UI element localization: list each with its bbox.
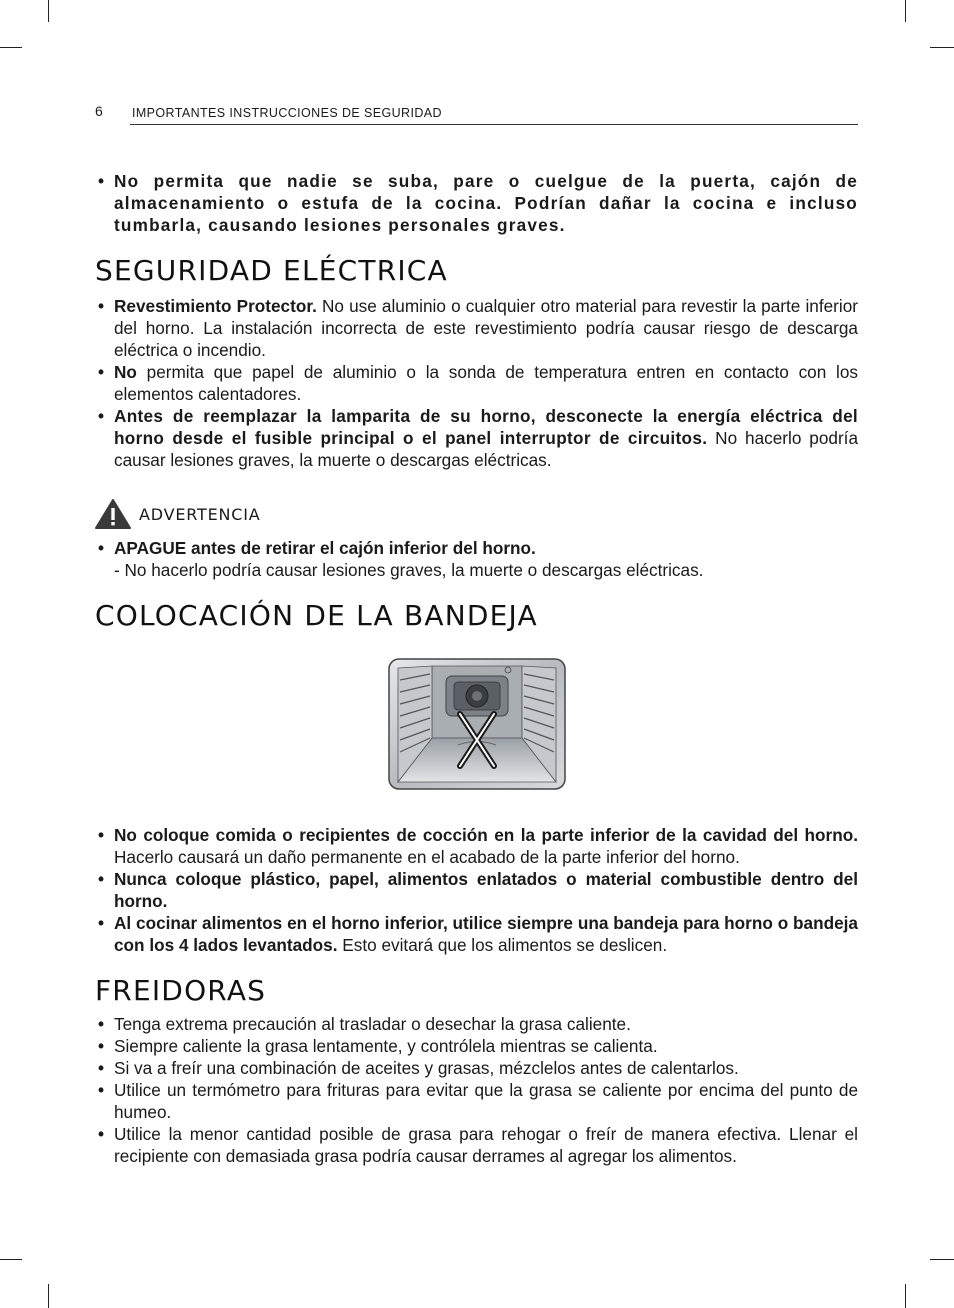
tray-item: • Nunca coloque plástico, papel, alimentos enlatados o material combustible dentro del horno. [95,868,858,912]
crop-mark [930,1259,954,1260]
tray-item: • Al cocinar alimentos en el horno inferior, utilice siempre una bandeja para horno o bandeja con los 4 lados levantados. Esto evitará que los alimentos se deslicen. [95,912,858,956]
fryer-item: • Siempre caliente la grasa lentamente, y contrólela mientras se calienta. [95,1035,858,1057]
warning-banner [95,497,858,531]
oven-cavity-illustration [388,658,566,790]
warning-label: ADVERTENCIA [139,504,261,524]
crop-mark [0,47,22,48]
warning-sub-item: - No hacerlo podría causar lesiones graves, la muerte o descargas eléctricas. [114,560,704,580]
crop-mark [48,1284,49,1308]
oven-figure [95,658,858,790]
electrical-item: • No permita que papel de aluminio o la sonda de temperatura entren en contacto con los elementos calentadores. [95,361,858,405]
electrical-item: • Antes de reemplazar la lamparita de su horno, desconecte la energía eléctrica del horno desde el fusible principal o el panel interruptor de circuitos. No hacerlo podría causar lesiones graves, la muerte o descargas eléctricas. [95,405,858,471]
fryer-item: • Utilice la menor cantidad posible de grasa para rehogar o freír de manera efectiva. Llenar el recipiente con demasiada grasa podría causar derrames al agregar los alimentos. [95,1123,858,1167]
heading-fryers: FREIDORAS [95,974,267,1007]
tray-item: • No coloque comida o recipientes de cocción en la parte inferior de la cavidad del horno. Hacerlo causará un daño permanente en el acabado de la parte inferior del horno. [95,824,858,868]
heading-tray-placement: COLOCACIÓN DE LA BANDEJA [95,599,538,632]
warning-triangle-icon [95,499,131,529]
crop-mark [905,0,906,22]
crop-mark [0,1259,22,1260]
page-number: 6 [95,103,103,119]
running-header: IMPORTANTES INSTRUCCIONES DE SEGURIDAD [132,106,442,120]
electrical-item: • Revestimiento Protector. No use aluminio o cualquier otro material para revestir la parte inferior del horno. La instalación incorrecta de este revestimiento podría causar riesgo de descarga eléctrica o incendio. [95,295,858,361]
crop-mark [48,0,49,22]
crop-mark [930,47,954,48]
fryer-item: • Utilice un termómetro para frituras para evitar que la grasa se caliente por encima del punto de humeo. [95,1079,858,1123]
intro-text: No permita que nadie se suba, pare o cuelgue de la puerta, cajón de almacenamiento o estufa de la cocina. Podrían dañar la cocina e incluso tumbarla, causando lesiones personales graves. [114,171,858,235]
header-divider [130,124,858,125]
crop-mark [905,1284,906,1308]
page-content [95,170,858,1167]
fryer-item: • Si va a freír una combinación de aceites y grasas, mézclelos antes de calentarlos. [95,1057,858,1079]
heading-electrical-safety: SEGURIDAD ELÉCTRICA [95,254,448,287]
intro-bullet [95,170,858,236]
fryer-item: • Tenga extrema precaución al trasladar o desechar la grasa caliente. [95,1013,858,1035]
warning-item: • APAGUE antes de retirar el cajón inferior del horno. [95,537,858,559]
